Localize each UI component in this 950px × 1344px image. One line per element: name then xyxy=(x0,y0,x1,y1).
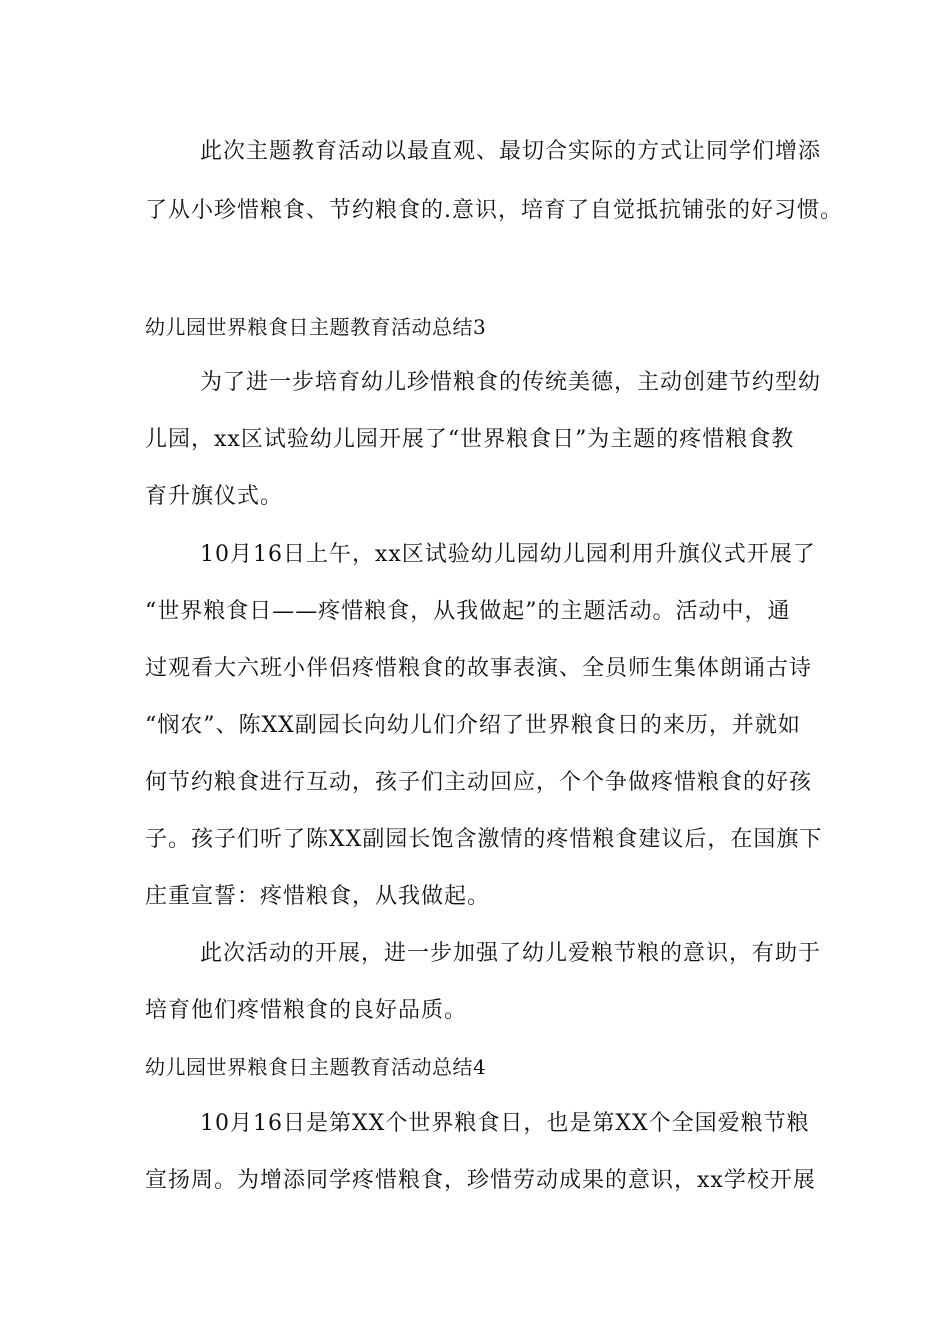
paragraph-line: “世界粮食日——疼惜粮食，从我做起”的主题活动。活动中，通 xyxy=(145,599,791,624)
paragraph-line: 10月16日是第XX个世界粮食日，也是第XX个全国爱粮节粮 xyxy=(200,1111,810,1136)
paragraph-line: 庄重宣誓：疼惜粮食，从我做起。 xyxy=(145,884,491,909)
paragraph-line: “悯农”、陈XX副园长向幼儿们介绍了世界粮食日的来历，并就如 xyxy=(145,713,801,738)
paragraph-line: 培育他们疼惜粮食的良好品质。 xyxy=(145,998,468,1023)
paragraph-line: 此次活动的开展，进一步加强了幼儿爱粮节粮的意识，有助于 xyxy=(200,941,822,966)
section-heading: 幼儿园世界粮食日主题教育活动总结3 xyxy=(145,315,487,339)
paragraph-line: 了从小珍惜粮食、节约粮食的.意识，培育了自觉抵抗铺张的好习惯。 xyxy=(145,198,843,223)
paragraph-line: 子。孩子们听了陈XX副园长饱含激情的疼惜粮食建议后，在国旗下 xyxy=(145,827,823,852)
paragraph-line: 此次主题教育活动以最直观、最切合实际的方式让同学们增添 xyxy=(200,139,822,164)
section-heading: 幼儿园世界粮食日主题教育活动总结4 xyxy=(145,1055,487,1079)
paragraph-line: 为了进一步培育幼儿珍惜粮食的传统美德，主动创建节约型幼 xyxy=(200,370,822,395)
paragraph-line: 过观看大六班小伴侣疼惜粮食的故事表演、全员师生集体朗诵古诗 xyxy=(145,656,813,681)
paragraph-line: 儿园，xx区试验幼儿园开展了“世界粮食日”为主题的疼惜粮食教 xyxy=(145,427,795,452)
paragraph-line: 宣扬周。为增添同学疼惜粮食，珍惜劳动成果的意识，xx学校开展 xyxy=(145,1168,816,1193)
paragraph-line: 育升旗仪式。 xyxy=(145,484,284,509)
paragraph-line: 10月16日上午，xx区试验幼儿园幼儿园利用升旗仪式开展了 xyxy=(200,542,816,567)
paragraph-line: 何节约粮食进行互动，孩子们主动回应，个个争做疼惜粮食的好孩 xyxy=(145,770,813,795)
